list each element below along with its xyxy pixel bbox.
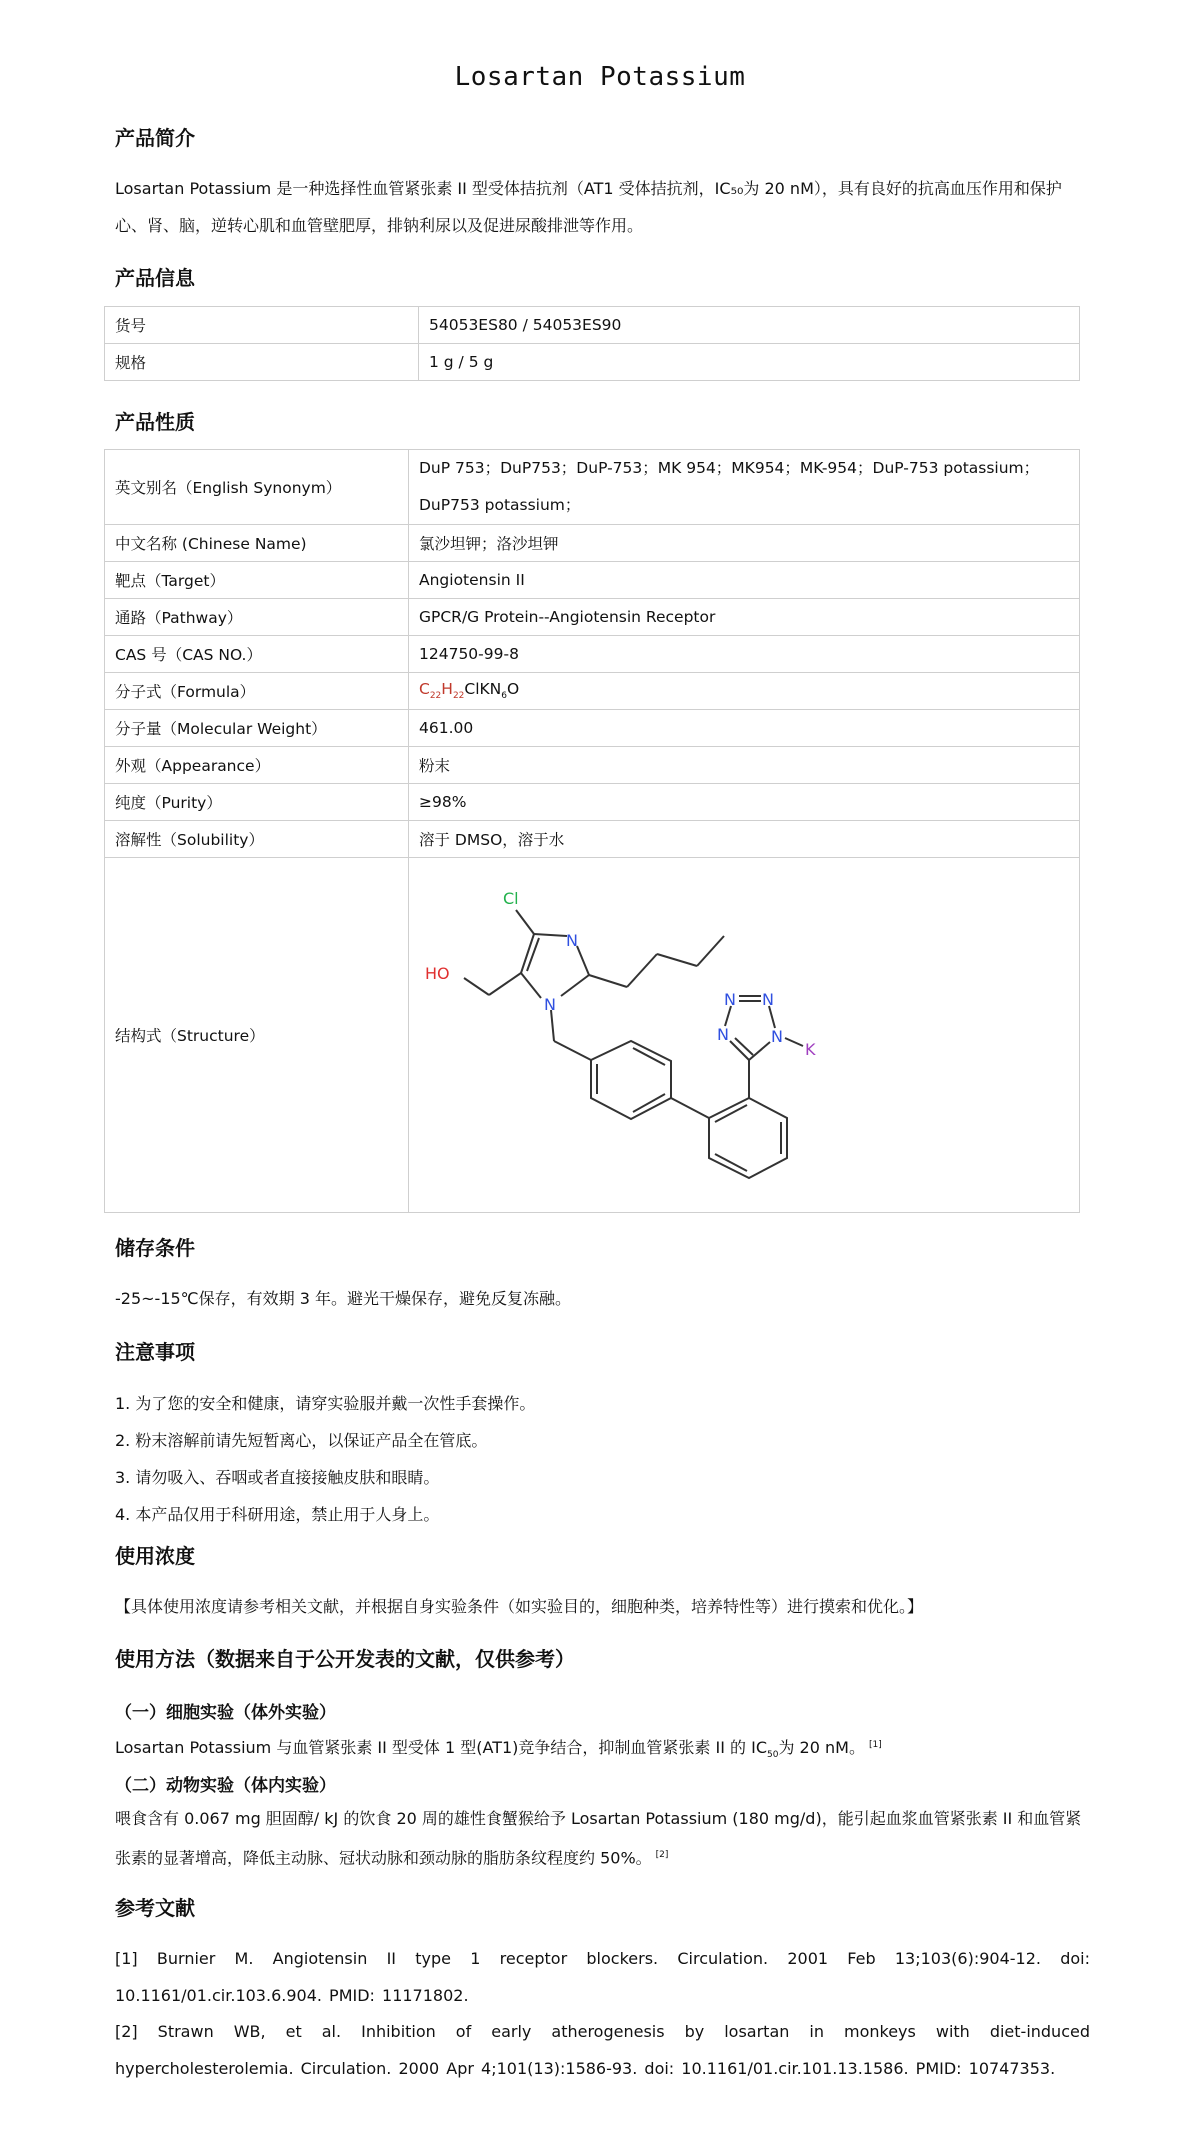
chinese-name-value: 氯沙坦钾；洛沙坦钾 <box>409 525 1080 562</box>
atom-n-tetrazole-b: N <box>724 990 736 1009</box>
animal-experiment-text <box>115 1800 1090 1876</box>
notes-item-3: 3. 请勿吸入、吞咽或者直接接触皮肤和眼睛。 <box>115 1468 440 1487</box>
formula-c-count: 22 <box>429 691 442 702</box>
structure-cell <box>409 858 1080 1213</box>
table-row <box>105 562 1080 599</box>
structure-bonds <box>464 910 803 1178</box>
atom-n-imidazole-3: N <box>566 931 578 950</box>
storage-heading: 储存条件 <box>115 1236 195 1260</box>
cas-value: 124750-99-8 <box>409 636 1080 673</box>
notes-heading: 注意事项 <box>115 1340 195 1364</box>
table-row <box>105 747 1080 784</box>
concentration-text: 【具体使用浓度请参考相关文献，并根据自身实验条件（如实验目的，细胞种类，培养特性等）进行摸索和优化。】 <box>115 1597 924 1616</box>
synonym-value: DuP 753；DuP753；DuP-753；MK 954；MK954；MK-954；DuP-753 potassium；DuP753 potassium； <box>409 450 1080 525</box>
appearance-value: 粉末 <box>409 747 1080 784</box>
page-title: Losartan Potassium <box>454 62 746 92</box>
mw-value: 461.00 <box>409 710 1080 747</box>
atom-n-tetrazole-c: N <box>762 990 774 1009</box>
table-row <box>105 710 1080 747</box>
purity-key: 纯度（Purity） <box>105 784 409 821</box>
atom-ho: HO <box>425 964 450 983</box>
table-row <box>105 858 1080 1213</box>
pathway-value: GPCR/G Protein--Angiotensin Receptor <box>409 599 1080 636</box>
formula-o: O <box>507 680 520 699</box>
notes-item-1: 1. 为了您的安全和健康，请穿实验服并戴一次性手套操作。 <box>115 1394 536 1413</box>
formula-c: C <box>419 680 430 699</box>
intro-text: Losartan Potassium 是一种选择性血管紧张素 II 型受体拮抗剂（AT1 受体拮抗剂，IC₅₀为 20 nM），具有良好的抗高血压作用和保护心、肾、脑，逆转心肌和血管壁肥厚，排钠利尿以及促进尿酸排泄等作用。 <box>115 179 1062 235</box>
cell-reference-mark: [1] <box>868 1739 882 1750</box>
table-row <box>105 525 1080 562</box>
table-row <box>105 344 1080 381</box>
notes-item-4: 4. 本产品仅用于科研用途，禁止用于人身上。 <box>115 1505 440 1524</box>
solubility-value: 溶于 DMSO，溶于水 <box>409 821 1080 858</box>
mw-key: 分子量（Molecular Weight） <box>105 710 409 747</box>
table-row <box>105 599 1080 636</box>
references-heading: 参考文献 <box>115 1896 195 1920</box>
table-row <box>105 821 1080 858</box>
table-row <box>105 673 1080 710</box>
info-key-size: 规格 <box>105 344 419 381</box>
props-heading: 产品性质 <box>115 410 195 434</box>
info-table <box>104 306 1080 381</box>
structure-key: 结构式（Structure） <box>105 858 409 1213</box>
intro-heading: 产品简介 <box>115 126 195 150</box>
reference-item-2: [2] Strawn WB, et al. Inhibition of early atherogenesis by losartan in monkeys with diet-induced hypercholesterolemia. Circulation. 2000 Apr 4;101(13):1586-93. doi: 10.1161/01.cir.101.13.1586. PMID: 10747353. <box>115 2022 1090 2078</box>
table-row <box>105 784 1080 821</box>
table-row <box>105 636 1080 673</box>
cell-text-part-b: 为 20 nM。 <box>778 1738 865 1757</box>
cell-experiment-heading: （一）细胞实验（体外实验） <box>115 1703 336 1723</box>
table-row <box>105 307 1080 344</box>
formula-mid: ClKN <box>464 680 502 699</box>
formula-value <box>409 673 1080 710</box>
atom-n-tetrazole-d: N <box>771 1027 783 1046</box>
info-key-sku: 货号 <box>105 307 419 344</box>
props-table <box>104 449 1080 1213</box>
target-value: Angiotensin II <box>409 562 1080 599</box>
storage-text: -25~-15℃保存，有效期 3 年。避光干燥保存，避免反复冻融。 <box>115 1289 571 1308</box>
animal-reference-mark: [2] <box>655 1850 669 1860</box>
structure-diagram <box>409 858 1079 1208</box>
target-key: 靶点（Target） <box>105 562 409 599</box>
appearance-key: 外观（Appearance） <box>105 747 409 784</box>
animal-experiment-heading: （二）动物实验（体内实验） <box>115 1776 336 1796</box>
atom-cl: Cl <box>503 889 519 908</box>
info-value-sku: 54053ES80 / 54053ES90 <box>419 307 1080 344</box>
synonym-key: 英文别名（English Synonym） <box>105 450 409 525</box>
concentration-heading: 使用浓度 <box>115 1544 195 1568</box>
formula-n-count: 6 <box>501 691 508 702</box>
animal-text-body: 喂食含有 0.067 mg 胆固醇/ kJ 的饮食 20 周的雄性食蟹猴给予 Losartan Potassium (180 mg/d)，能引起血浆血管紧张素 II 和血管紧张素的显著增高，降低主动脉、冠状动脉和颈动脉的脂肪条纹程度约 50%。 <box>115 1809 1082 1868</box>
cell-text-sub: 50 <box>767 1750 779 1761</box>
cell-text-part-a: Losartan Potassium 与血管紧张素 II 型受体 1 型(AT1)竞争结合，抑制血管紧张素 II 的 IC <box>115 1738 768 1757</box>
formula-h-count: 22 <box>452 691 465 702</box>
notes-item-2: 2. 粉末溶解前请先短暂离心，以保证产品全在管底。 <box>115 1431 488 1450</box>
method-heading: 使用方法（数据来自于公开发表的文献，仅供参考） <box>115 1647 575 1671</box>
pathway-key: 通路（Pathway） <box>105 599 409 636</box>
cas-key: CAS 号（CAS NO.） <box>105 636 409 673</box>
structure-atoms <box>425 889 816 1059</box>
chinese-name-key: 中文名称 (Chinese Name) <box>105 525 409 562</box>
info-heading: 产品信息 <box>115 266 195 290</box>
atom-n-imidazole-1: N <box>544 995 556 1014</box>
cell-experiment-text <box>115 1735 882 1760</box>
formula-h: H <box>441 680 453 699</box>
formula-key: 分子式（Formula） <box>105 673 409 710</box>
atom-n-tetrazole-a: N <box>717 1025 729 1044</box>
reference-item-1: [1] Burnier M. Angiotensin II type 1 receptor blockers. Circulation. 2001 Feb 13;103(6):904-12. doi: 10.1161/01.cir.103.6.904. PMID: 11171802. <box>115 1949 1090 2005</box>
info-value-size: 1 g / 5 g <box>419 344 1080 381</box>
solubility-key: 溶解性（Solubility） <box>105 821 409 858</box>
atom-k: K <box>805 1040 816 1059</box>
purity-value: ≥98% <box>409 784 1080 821</box>
table-row <box>105 450 1080 525</box>
